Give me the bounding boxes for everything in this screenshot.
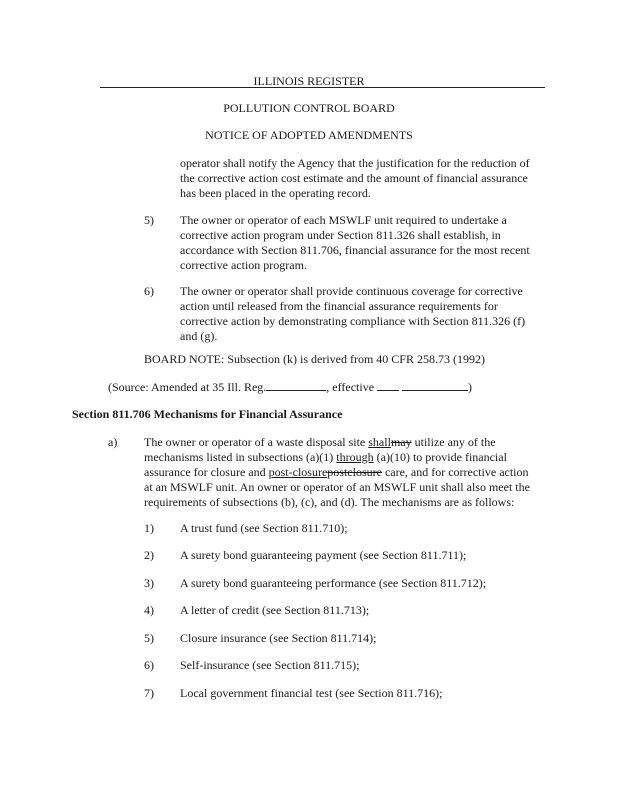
list-item-text: Self-insurance (see Section 811.715); [180, 658, 360, 672]
text-line [144, 450, 507, 465]
text-line: accordance with Section 811.706, financial assurance for the most recent [180, 243, 530, 257]
board-note: BOARD NOTE: Subsection (k) is derived from 40 CFR 258.73 (1992) [144, 352, 485, 366]
text-line: corrective action by demonstrating compliance with Section 811.326 (f) [180, 314, 526, 328]
text-run: mechanisms listed in subsections (a)(1) [144, 450, 337, 464]
list-item-number: 5) [144, 631, 154, 645]
notice-title: NOTICE OF ADOPTED AMENDMENTS [205, 128, 413, 142]
blank-date-1 [377, 379, 399, 391]
text-line: has been placed in the operating record. [180, 186, 371, 200]
text-run: The owner or operator of a waste disposal site [144, 435, 369, 449]
source-effective: , effective [326, 380, 375, 394]
list-item-text: A surety bond guaranteeing payment (see Section 811.711); [180, 548, 467, 562]
source-note [108, 379, 472, 395]
text-run: (a)(10) to provide financial [373, 450, 507, 464]
inserted-text: post-closure [268, 465, 328, 479]
list-item-number: 7) [144, 686, 154, 700]
list-item-text: Local government financial test (see Section 811.716); [180, 686, 443, 700]
paragraph-label: a) [108, 435, 118, 449]
text-line: the corrective action cost estimate and the amount of financial assurance [180, 171, 528, 185]
text-run: assurance for closure and [144, 465, 269, 479]
text-line: The owner or operator of each MSWLF unit required to undertake a [180, 213, 507, 227]
text-line: operator shall notify the Agency that the justification for the reduction of [180, 156, 530, 170]
register-title: ILLINOIS REGISTER [253, 74, 365, 88]
blank-volume [266, 379, 326, 391]
blank-date-2 [402, 379, 468, 391]
list-item-number: 6) [144, 658, 154, 672]
text-line [144, 435, 496, 450]
item-number: 6) [144, 284, 154, 298]
text-line: corrective action program. [180, 258, 307, 272]
source-close: ) [468, 380, 473, 394]
text-line: requirements of subsections (b), (c), and (d). The mechanisms are as follows: [144, 495, 515, 509]
list-item-text: Closure insurance (see Section 811.714); [180, 631, 377, 645]
text-line [144, 465, 529, 480]
text-line: at an MSWLF unit. An owner or operator of an MSWLF unit shall also meet the [144, 480, 530, 494]
text-line: The owner or operator shall provide continuous coverage for corrective [180, 284, 523, 298]
item-number: 5) [144, 213, 154, 227]
list-item-text: A letter of credit (see Section 811.713); [180, 603, 370, 617]
list-item-number: 3) [144, 576, 154, 590]
text-line: and (g). [180, 329, 218, 343]
list-item-number: 2) [144, 548, 154, 562]
source-prefix: (Source: Amended at 35 Ill. Reg. [108, 380, 267, 394]
deleted-text: postclosure [327, 465, 382, 479]
board-title: POLLUTION CONTROL BOARD [223, 101, 395, 115]
inserted-text: shall [368, 435, 391, 449]
inserted-text: through [336, 450, 374, 464]
text-run: care, and for corrective action [381, 465, 529, 479]
text-line: action until released from the financial assurance requirements for [180, 299, 498, 313]
deleted-text: may [390, 435, 412, 449]
list-item-number: 4) [144, 603, 154, 617]
list-item-text: A surety bond guaranteeing performance (see Section 811.712); [180, 576, 487, 590]
text-line: corrective action program under Section 811.326 shall establish, in [180, 228, 501, 242]
list-item-number: 1) [144, 521, 154, 535]
section-heading: Section 811.706 Mechanisms for Financial Assurance [72, 407, 343, 421]
text-run: utilize any of the [411, 435, 496, 449]
list-item-text: A trust fund (see Section 811.710); [180, 521, 348, 535]
header-dots: ......... [100, 80, 130, 90]
